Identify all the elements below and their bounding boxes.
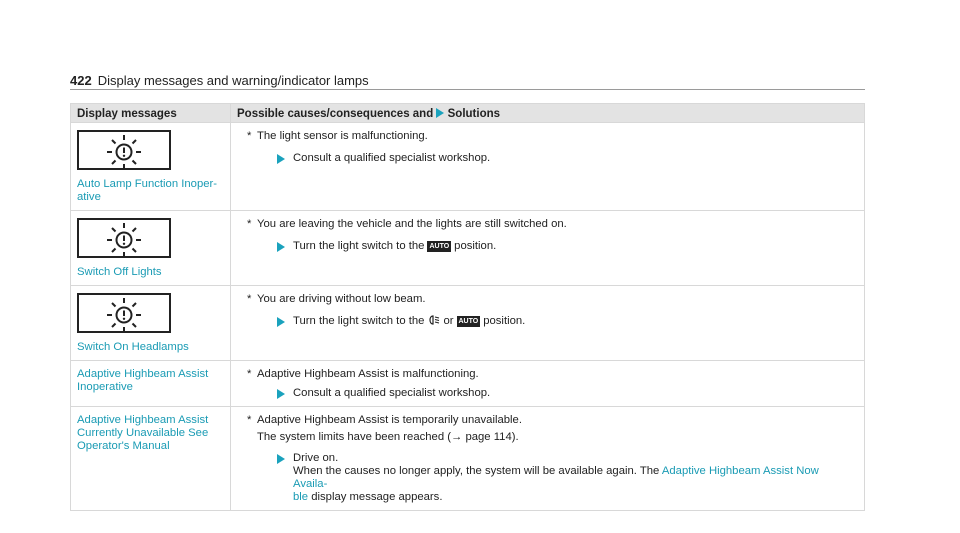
message-cell <box>71 407 231 511</box>
step-arrow-icon <box>277 154 285 164</box>
column-header-messages: Display messages <box>71 104 231 123</box>
auto-light-switch-icon: AUTO <box>429 243 450 250</box>
page-number: 422 <box>70 73 92 88</box>
table-header-row <box>71 104 865 123</box>
table-row <box>71 211 865 286</box>
table-row <box>71 361 865 407</box>
column-header-causes: Possible causes/consequences and Solutions <box>231 104 865 123</box>
auto-light-switch-icon: AUTO <box>458 318 479 325</box>
step-arrow-icon <box>277 317 285 327</box>
step-arrow-icon <box>277 389 285 399</box>
light-warning-lamp-icon <box>77 218 171 258</box>
step-arrow-icon <box>277 242 285 252</box>
message-switch-on-headlamps: Switch On Headlamps <box>77 341 189 353</box>
table-row <box>71 286 865 361</box>
table-row <box>71 407 865 511</box>
header-divider <box>70 89 865 90</box>
message-cell <box>71 361 231 407</box>
message-auto-lamp-function: Auto Lamp Function Inoper- ative <box>77 178 218 203</box>
cause-cell: * Adaptive Highbeam Assist is malfunctioning. Consult a qualified specialist workshop. <box>231 361 865 407</box>
message-cell <box>71 286 231 361</box>
page-title: Display messages and warning/indicator lamps <box>97 73 369 88</box>
message-cell <box>71 123 231 211</box>
table-row <box>71 123 865 211</box>
message-highbeam-unavailable: Adaptive Highbeam Assist Currently Unavailable See Operator's Manual <box>77 414 209 452</box>
message-switch-off-lights: Switch Off Lights <box>77 266 162 278</box>
low-beam-icon <box>427 315 440 325</box>
cause-cell: * You are driving without low beam. Turn the light switch to the or AUTO position. <box>231 286 865 361</box>
light-warning-lamp-icon <box>77 130 171 170</box>
highbeam-available-message-link: Adaptive Highbeam Assist Now Availa- ble <box>293 465 819 503</box>
arrow-right-icon <box>436 108 444 118</box>
step-arrow-icon <box>277 454 285 464</box>
cause-cell: * Adaptive Highbeam Assist is temporarily unavailable. The system limits have been reached (→ page 114). Drive on. When the causes no longer apply, the system will be available again. The Adaptive Highbeam Assist Now Availa- ble display message appears. <box>231 407 865 511</box>
display-messages-table <box>70 103 865 511</box>
page-header <box>70 73 369 88</box>
cause-cell: * The light sensor is malfunctioning. Consult a qualified specialist workshop. <box>231 123 865 211</box>
message-highbeam-inoperative: Adaptive Highbeam Assist Inoperative <box>77 368 209 393</box>
light-warning-lamp-icon <box>77 293 171 333</box>
cause-cell: * You are leaving the vehicle and the lights are still switched on. Turn the light switch to the AUTO position. <box>231 211 865 286</box>
message-cell <box>71 211 231 286</box>
